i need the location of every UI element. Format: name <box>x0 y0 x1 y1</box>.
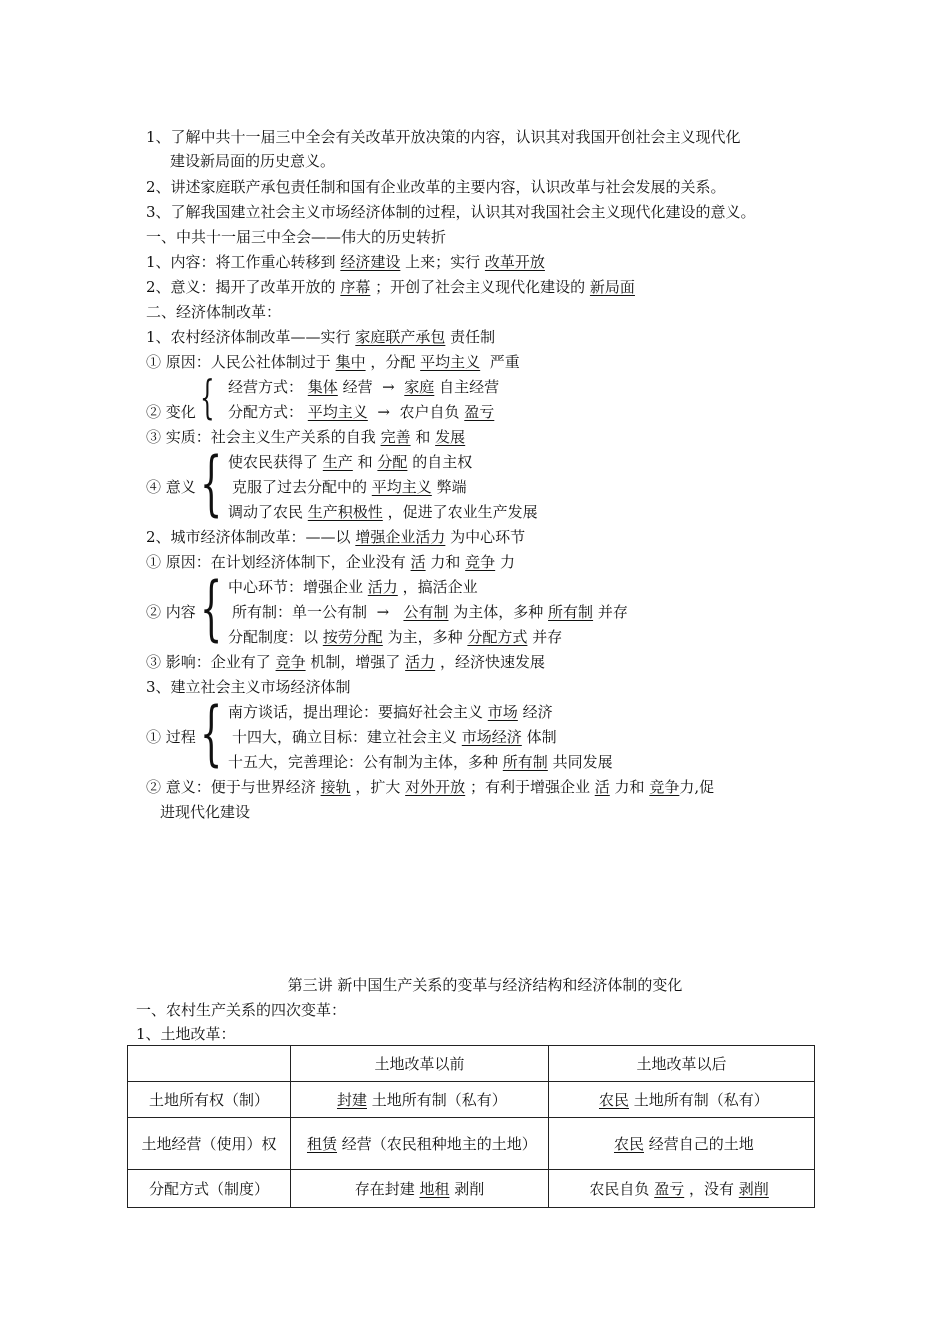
blank-answer: 新局面 <box>589 278 635 296</box>
brace: { <box>200 442 223 524</box>
urban-impact: ③ 影响：企业有了 竞争 机制，增强了 活力 ，经济快速发展 <box>146 653 545 671</box>
table-cell: 封建 土地所有制（私有） <box>291 1082 549 1118</box>
table-row <box>128 1082 815 1118</box>
blank-answer: 改革开放 <box>484 253 545 271</box>
arrow-right-icon: → <box>382 378 395 396</box>
rural-meaning-label: ④ 意义 <box>146 478 196 496</box>
table-header: 土地改革以前 <box>291 1046 549 1082</box>
urban-title: 2、城市经济体制改革：——以 增强企业活力 为中心环节 <box>146 528 526 546</box>
table-cell: 租赁 经营（农民租种地主的土地） <box>291 1118 549 1170</box>
rural-meaning-1: 使农民获得了 生产 和 分配 的自主权 <box>228 453 473 471</box>
lecture-subheading: 一、农村生产关系的四次变革： <box>136 1001 347 1019</box>
rural-essence: ③ 实质：社会主义生产关系的自我 完善 和 发展 <box>146 428 466 446</box>
brace: { <box>200 567 223 649</box>
s1-content-line: 1、内容：将工作重心转移到 经济建设 上来；实行 改革开放 <box>146 253 545 271</box>
land-reform-table <box>127 1045 815 1208</box>
brace: { <box>200 370 215 424</box>
market-meaning: ② 意义：便于与世界经济 接轨 ，扩大 对外开放 ；有利于增强企业 活 力和 竞争力,促 <box>146 778 715 796</box>
brace: { <box>200 692 223 774</box>
goal-1: 1、了解中共十一届三中全会有关改革开放决策的内容，认识其对我国开创社会主义现代化 <box>146 128 741 146</box>
table-cell: 农民 土地所有制（私有） <box>549 1082 815 1118</box>
goal-2: 2、讲述家庭联产承包责任制和国有企业改革的主要内容，认识改革与社会发展的关系。 <box>146 178 726 196</box>
goal-1-cont: 建设新局面的历史意义。 <box>170 152 336 170</box>
market-process-2: 十四大，确立目标：建立社会主义 市场经济 体制 <box>232 728 557 746</box>
goal-3: 3、了解我国建立社会主义市场经济体制的过程，认识其对我国社会主义现代化建设的意义。 <box>146 203 756 221</box>
table-header: 土地改革以后 <box>549 1046 815 1082</box>
rural-meaning-3: 调动了农民 生产积极性 ，促进了农业生产发展 <box>228 503 538 521</box>
rural-change-label: ② 变化 <box>146 403 196 421</box>
rural-title: 1、农村经济体制改革——实行 家庭联产承包 责任制 <box>146 328 496 346</box>
s1-meaning-line: 2、意义：揭开了改革开放的 序幕 ；开创了社会主义现代化建设的 新局面 <box>146 278 635 296</box>
market-meaning-cont: 进现代化建设 <box>160 803 251 821</box>
lecture-title: 第三讲 新中国生产关系的变革与经济结构和经济体制的变化 <box>287 976 683 994</box>
rural-meaning-2: 克服了过去分配中的 平均主义 弊端 <box>232 478 467 496</box>
market-process-3: 十五大，完善理论：公有制为主体，多种 所有制 共同发展 <box>228 753 613 771</box>
rural-change-2: 分配方式： 平均主义 → 农户自负 盈亏 <box>228 403 495 421</box>
urban-content-label: ② 内容 <box>146 603 196 621</box>
section-1-heading: 一、中共十一届三中全会——伟大的历史转折 <box>146 228 447 246</box>
table-cell: 土地经营（使用）权 <box>128 1118 291 1170</box>
blank-answer: 序幕 <box>340 278 371 296</box>
market-process-label: ① 过程 <box>146 728 196 746</box>
arrow-right-icon: → <box>377 403 390 421</box>
table-cell: 农民 经营自己的土地 <box>549 1118 815 1170</box>
section-2-heading: 二、经济体制改革： <box>146 303 282 321</box>
market-process-1: 南方谈话，提出理论：要搞好社会主义 市场 经济 <box>228 703 553 721</box>
table-cell: 农民自负 盈亏 ，没有 剥削 <box>549 1170 815 1208</box>
blank-answer: 经济建设 <box>340 253 401 271</box>
rural-cause: ① 原因：人民公社体制过于 集中 ，分配 平均主义 严重 <box>146 353 520 371</box>
table-cell: 分配方式（制度） <box>128 1170 291 1208</box>
table-cell: 土地所有权（制） <box>128 1082 291 1118</box>
lecture-subheading-2: 1、土地改革： <box>136 1025 236 1043</box>
table-row <box>128 1170 815 1208</box>
urban-content-1: 中心环节：增强企业 活力 ，搞活企业 <box>228 578 478 596</box>
urban-content-3: 分配制度：以 按劳分配 为主，多种 分配方式 并存 <box>228 628 563 646</box>
table-row <box>128 1046 815 1082</box>
table-cell <box>128 1046 291 1082</box>
urban-cause: ① 原因：在计划经济体制下，企业没有 活 力和 竞争 力 <box>146 553 515 571</box>
table-row <box>128 1118 815 1170</box>
table-cell: 存在封建 地租 剥削 <box>291 1170 549 1208</box>
market-title: 3、建立社会主义市场经济体制 <box>146 678 351 696</box>
rural-change-1: 经营方式： 集体 经营 → 家庭 自主经营 <box>228 378 500 396</box>
arrow-right-icon: → <box>376 603 390 621</box>
urban-content-2: 所有制：单一公有制 → 公有制 为主体，多种 所有制 并存 <box>232 603 628 621</box>
